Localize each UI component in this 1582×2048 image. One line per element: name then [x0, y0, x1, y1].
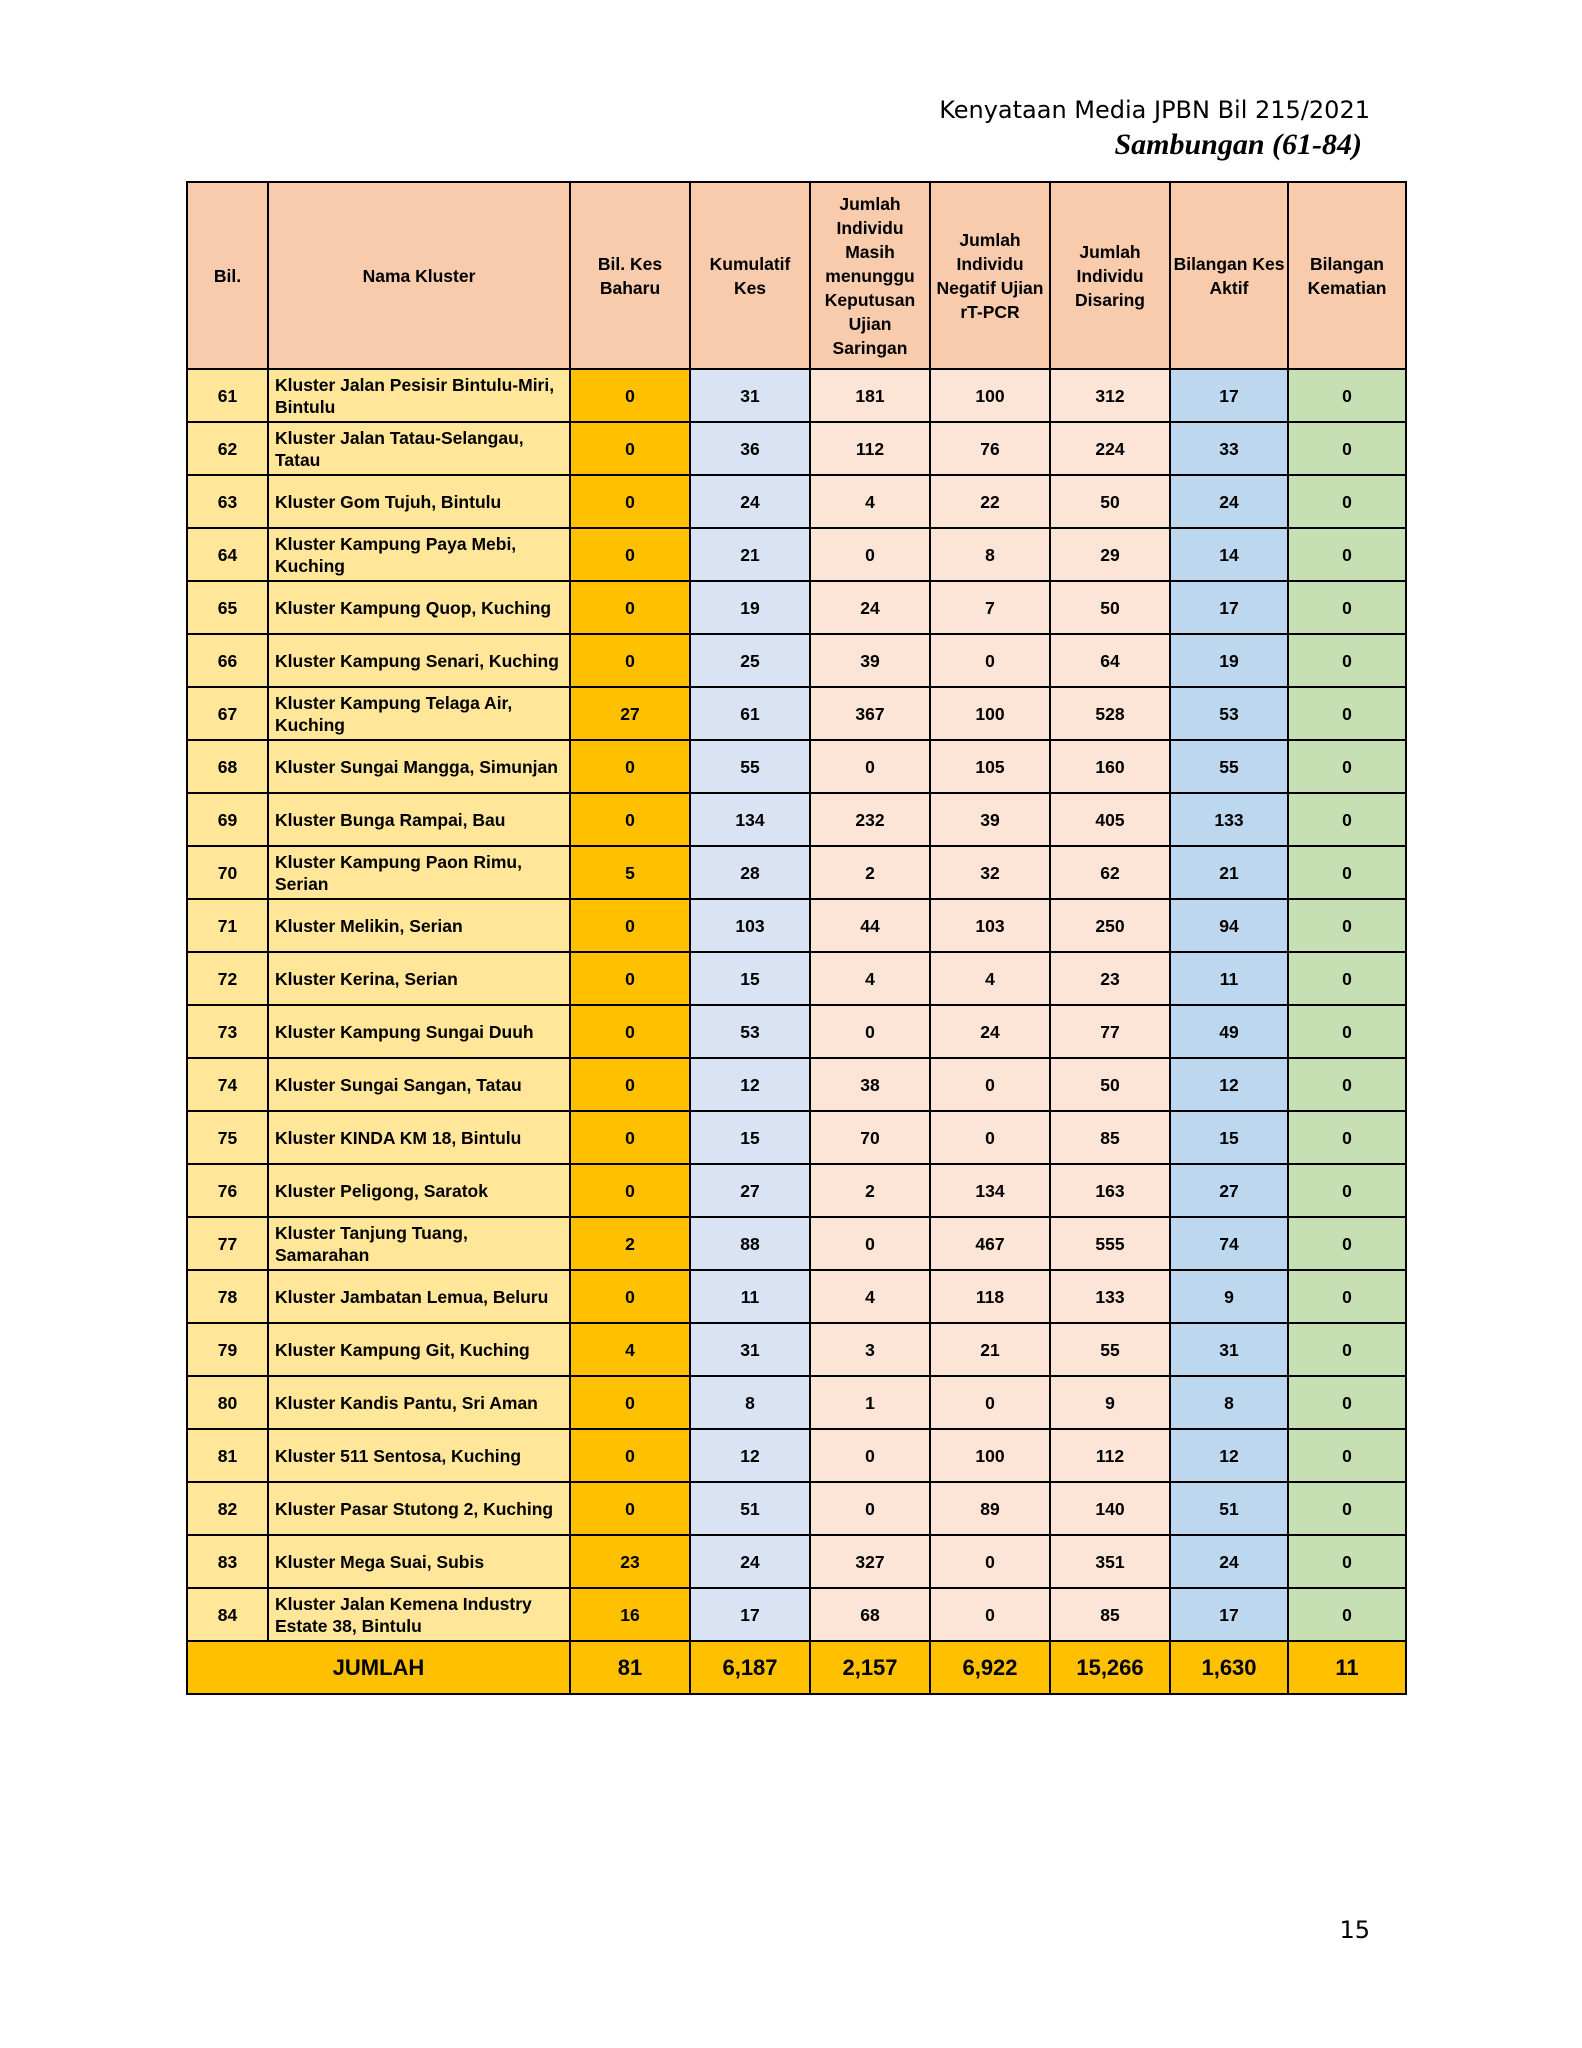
cell-bil: 74 [187, 1058, 268, 1111]
table-row [187, 1217, 1406, 1270]
cell-kes-aktif: 24 [1170, 1535, 1288, 1588]
cell-disaring: 77 [1050, 1005, 1170, 1058]
cell-negatif: 0 [930, 1058, 1050, 1111]
cell-masih-menunggu: 70 [810, 1111, 930, 1164]
cell-disaring: 555 [1050, 1217, 1170, 1270]
total-kematian: 11 [1288, 1641, 1406, 1694]
cell-nama-kluster: Kluster Jalan Tatau-Selangau, Tatau [268, 422, 570, 475]
cell-nama-kluster: Kluster Kandis Pantu, Sri Aman [268, 1376, 570, 1429]
cell-kes-baharu: 23 [570, 1535, 690, 1588]
cell-negatif: 0 [930, 634, 1050, 687]
cell-disaring: 50 [1050, 581, 1170, 634]
table-row [187, 1376, 1406, 1429]
total-kumulatif-kes: 6,187 [690, 1641, 810, 1694]
cell-disaring: 163 [1050, 1164, 1170, 1217]
cell-masih-menunggu: 0 [810, 528, 930, 581]
cell-kematian: 0 [1288, 1535, 1406, 1588]
cell-kes-baharu: 0 [570, 1270, 690, 1323]
cell-kes-baharu: 0 [570, 1482, 690, 1535]
column-header-bil: Bil. [187, 182, 268, 369]
cell-disaring: 85 [1050, 1588, 1170, 1641]
cell-kes-aktif: 8 [1170, 1376, 1288, 1429]
cell-disaring: 23 [1050, 952, 1170, 1005]
table-row [187, 1164, 1406, 1217]
cell-bil: 71 [187, 899, 268, 952]
total-negatif: 6,922 [930, 1641, 1050, 1694]
column-header-disaring: Jumlah Individu Disaring [1050, 182, 1170, 369]
cell-bil: 61 [187, 369, 268, 422]
cell-masih-menunggu: 24 [810, 581, 930, 634]
cell-disaring: 405 [1050, 793, 1170, 846]
cell-negatif: 100 [930, 369, 1050, 422]
cell-kes-baharu: 0 [570, 1376, 690, 1429]
table-row [187, 1588, 1406, 1641]
cell-disaring: 85 [1050, 1111, 1170, 1164]
cell-bil: 79 [187, 1323, 268, 1376]
cell-nama-kluster: Kluster Jalan Pesisir Bintulu-Miri, Bintulu [268, 369, 570, 422]
cell-bil: 72 [187, 952, 268, 1005]
cell-negatif: 0 [930, 1588, 1050, 1641]
cell-disaring: 312 [1050, 369, 1170, 422]
cell-kes-aktif: 12 [1170, 1058, 1288, 1111]
cell-masih-menunggu: 38 [810, 1058, 930, 1111]
cell-bil: 62 [187, 422, 268, 475]
cell-masih-menunggu: 44 [810, 899, 930, 952]
cell-disaring: 112 [1050, 1429, 1170, 1482]
cell-kumulatif-kes: 55 [690, 740, 810, 793]
cluster-table [186, 181, 1407, 1695]
cell-kes-baharu: 0 [570, 581, 690, 634]
cell-negatif: 89 [930, 1482, 1050, 1535]
cell-bil: 80 [187, 1376, 268, 1429]
cell-kes-baharu: 0 [570, 475, 690, 528]
cell-nama-kluster: Kluster Peligong, Saratok [268, 1164, 570, 1217]
cell-kes-aktif: 31 [1170, 1323, 1288, 1376]
cell-kematian: 0 [1288, 634, 1406, 687]
cell-negatif: 4 [930, 952, 1050, 1005]
table-row [187, 846, 1406, 899]
table-row [187, 1323, 1406, 1376]
cell-negatif: 21 [930, 1323, 1050, 1376]
cell-masih-menunggu: 112 [810, 422, 930, 475]
cell-kematian: 0 [1288, 422, 1406, 475]
cell-masih-menunggu: 0 [810, 1482, 930, 1535]
cell-kes-aktif: 21 [1170, 846, 1288, 899]
cell-kes-aktif: 53 [1170, 687, 1288, 740]
cell-kematian: 0 [1288, 952, 1406, 1005]
cell-negatif: 134 [930, 1164, 1050, 1217]
cell-disaring: 224 [1050, 422, 1170, 475]
cell-kes-baharu: 0 [570, 1058, 690, 1111]
total-kes-aktif: 1,630 [1170, 1641, 1288, 1694]
column-header-negatif: Jumlah Individu Negatif Ujian rT-PCR [930, 182, 1050, 369]
cell-bil: 66 [187, 634, 268, 687]
cell-bil: 69 [187, 793, 268, 846]
cell-kes-baharu: 0 [570, 740, 690, 793]
cell-nama-kluster: Kluster Bunga Rampai, Bau [268, 793, 570, 846]
cell-kumulatif-kes: 21 [690, 528, 810, 581]
cell-negatif: 103 [930, 899, 1050, 952]
cell-kes-aktif: 17 [1170, 369, 1288, 422]
table-body [187, 369, 1406, 1641]
cell-kematian: 0 [1288, 899, 1406, 952]
cell-bil: 75 [187, 1111, 268, 1164]
cell-kes-baharu: 0 [570, 1111, 690, 1164]
cell-kes-aktif: 14 [1170, 528, 1288, 581]
cell-nama-kluster: Kluster Kampung Quop, Kuching [268, 581, 570, 634]
cell-nama-kluster: Kluster Kampung Paya Mebi, Kuching [268, 528, 570, 581]
cell-kumulatif-kes: 36 [690, 422, 810, 475]
page-number: 15 [1339, 1916, 1370, 1944]
cell-kematian: 0 [1288, 1164, 1406, 1217]
cell-nama-kluster: Kluster Kerina, Serian [268, 952, 570, 1005]
table-row [187, 1058, 1406, 1111]
cell-negatif: 76 [930, 422, 1050, 475]
cell-kes-baharu: 27 [570, 687, 690, 740]
cell-disaring: 55 [1050, 1323, 1170, 1376]
cell-bil: 84 [187, 1588, 268, 1641]
cell-kumulatif-kes: 19 [690, 581, 810, 634]
cell-negatif: 100 [930, 1429, 1050, 1482]
cell-masih-menunggu: 0 [810, 1429, 930, 1482]
cell-kematian: 0 [1288, 1376, 1406, 1429]
cell-masih-menunggu: 4 [810, 952, 930, 1005]
cell-kematian: 0 [1288, 369, 1406, 422]
cell-kes-aktif: 49 [1170, 1005, 1288, 1058]
cell-nama-kluster: Kluster Sungai Sangan, Tatau [268, 1058, 570, 1111]
cell-masih-menunggu: 4 [810, 475, 930, 528]
cell-kematian: 0 [1288, 1111, 1406, 1164]
cell-masih-menunggu: 327 [810, 1535, 930, 1588]
cell-disaring: 64 [1050, 634, 1170, 687]
cell-masih-menunggu: 0 [810, 1005, 930, 1058]
cell-bil: 67 [187, 687, 268, 740]
cell-disaring: 250 [1050, 899, 1170, 952]
cell-kumulatif-kes: 12 [690, 1058, 810, 1111]
cell-kematian: 0 [1288, 1482, 1406, 1535]
cell-masih-menunggu: 0 [810, 740, 930, 793]
cell-kumulatif-kes: 28 [690, 846, 810, 899]
cell-kematian: 0 [1288, 687, 1406, 740]
table-row [187, 1005, 1406, 1058]
cell-kumulatif-kes: 31 [690, 369, 810, 422]
cell-kematian: 0 [1288, 1270, 1406, 1323]
cell-kumulatif-kes: 53 [690, 1005, 810, 1058]
cell-negatif: 118 [930, 1270, 1050, 1323]
cell-nama-kluster: Kluster Kampung Senari, Kuching [268, 634, 570, 687]
cell-negatif: 467 [930, 1217, 1050, 1270]
cell-negatif: 24 [930, 1005, 1050, 1058]
cell-bil: 70 [187, 846, 268, 899]
cell-nama-kluster: Kluster Melikin, Serian [268, 899, 570, 952]
cell-kumulatif-kes: 15 [690, 1111, 810, 1164]
cell-kumulatif-kes: 134 [690, 793, 810, 846]
cell-kes-baharu: 0 [570, 899, 690, 952]
cell-kematian: 0 [1288, 1588, 1406, 1641]
section-subtitle: Sambungan (61-84) [1114, 128, 1362, 161]
cell-kumulatif-kes: 15 [690, 952, 810, 1005]
cell-kes-baharu: 16 [570, 1588, 690, 1641]
cell-kumulatif-kes: 24 [690, 1535, 810, 1588]
cell-disaring: 133 [1050, 1270, 1170, 1323]
cell-kes-aktif: 19 [1170, 634, 1288, 687]
table-row [187, 952, 1406, 1005]
cell-kes-aktif: 9 [1170, 1270, 1288, 1323]
cell-bil: 77 [187, 1217, 268, 1270]
cell-kumulatif-kes: 8 [690, 1376, 810, 1429]
cell-kes-baharu: 0 [570, 528, 690, 581]
total-label: JUMLAH [187, 1641, 570, 1694]
cell-kumulatif-kes: 51 [690, 1482, 810, 1535]
cell-kes-aktif: 94 [1170, 899, 1288, 952]
cell-bil: 82 [187, 1482, 268, 1535]
cell-kumulatif-kes: 24 [690, 475, 810, 528]
table-row [187, 1429, 1406, 1482]
cell-nama-kluster: Kluster Mega Suai, Subis [268, 1535, 570, 1588]
cell-kes-aktif: 133 [1170, 793, 1288, 846]
cell-bil: 68 [187, 740, 268, 793]
cell-disaring: 9 [1050, 1376, 1170, 1429]
cell-kes-baharu: 0 [570, 634, 690, 687]
cell-bil: 83 [187, 1535, 268, 1588]
cell-disaring: 50 [1050, 475, 1170, 528]
cell-masih-menunggu: 181 [810, 369, 930, 422]
cell-nama-kluster: Kluster Pasar Stutong 2, Kuching [268, 1482, 570, 1535]
cell-kes-aktif: 17 [1170, 581, 1288, 634]
cell-nama-kluster: Kluster Tanjung Tuang, Samarahan [268, 1217, 570, 1270]
cell-kes-baharu: 0 [570, 422, 690, 475]
table-row [187, 1535, 1406, 1588]
cell-negatif: 0 [930, 1111, 1050, 1164]
table-header-row [187, 182, 1406, 369]
cell-kematian: 0 [1288, 1323, 1406, 1376]
cell-disaring: 29 [1050, 528, 1170, 581]
cell-masih-menunggu: 68 [810, 1588, 930, 1641]
table-row [187, 899, 1406, 952]
cell-negatif: 8 [930, 528, 1050, 581]
table-row [187, 687, 1406, 740]
total-row [187, 1641, 1406, 1694]
cell-disaring: 140 [1050, 1482, 1170, 1535]
table-row [187, 1482, 1406, 1535]
table-row [187, 1111, 1406, 1164]
cell-bil: 81 [187, 1429, 268, 1482]
cell-disaring: 62 [1050, 846, 1170, 899]
cell-kumulatif-kes: 17 [690, 1588, 810, 1641]
cell-nama-kluster: Kluster Kampung Git, Kuching [268, 1323, 570, 1376]
column-header-nama-kluster: Nama Kluster [268, 182, 570, 369]
cell-kes-aktif: 27 [1170, 1164, 1288, 1217]
cell-nama-kluster: Kluster Kampung Telaga Air, Kuching [268, 687, 570, 740]
cell-nama-kluster: Kluster Sungai Mangga, Simunjan [268, 740, 570, 793]
cell-bil: 73 [187, 1005, 268, 1058]
cell-nama-kluster: Kluster KINDA KM 18, Bintulu [268, 1111, 570, 1164]
document-reference: Kenyataan Media JPBN Bil 215/2021 [939, 96, 1370, 124]
cell-masih-menunggu: 367 [810, 687, 930, 740]
cell-bil: 64 [187, 528, 268, 581]
cell-kes-aktif: 24 [1170, 475, 1288, 528]
table-row [187, 475, 1406, 528]
cell-masih-menunggu: 4 [810, 1270, 930, 1323]
cell-kumulatif-kes: 103 [690, 899, 810, 952]
cell-negatif: 0 [930, 1376, 1050, 1429]
cell-kumulatif-kes: 61 [690, 687, 810, 740]
column-header-kumulatif-kes: Kumulatif Kes [690, 182, 810, 369]
cell-kes-aktif: 17 [1170, 1588, 1288, 1641]
cell-bil: 76 [187, 1164, 268, 1217]
table-row [187, 1270, 1406, 1323]
cell-kumulatif-kes: 31 [690, 1323, 810, 1376]
cell-kes-baharu: 0 [570, 952, 690, 1005]
cell-kes-baharu: 0 [570, 1005, 690, 1058]
cell-kes-aktif: 55 [1170, 740, 1288, 793]
cell-kematian: 0 [1288, 1217, 1406, 1270]
cell-negatif: 22 [930, 475, 1050, 528]
column-header-kes-aktif: Bilangan Kes Aktif [1170, 182, 1288, 369]
cell-kematian: 0 [1288, 846, 1406, 899]
cell-disaring: 351 [1050, 1535, 1170, 1588]
table-row [187, 528, 1406, 581]
cell-bil: 63 [187, 475, 268, 528]
cell-disaring: 528 [1050, 687, 1170, 740]
cell-kematian: 0 [1288, 528, 1406, 581]
cell-masih-menunggu: 1 [810, 1376, 930, 1429]
cell-negatif: 105 [930, 740, 1050, 793]
cell-kematian: 0 [1288, 1429, 1406, 1482]
cell-kes-baharu: 0 [570, 1164, 690, 1217]
cell-kes-aktif: 15 [1170, 1111, 1288, 1164]
cell-kumulatif-kes: 88 [690, 1217, 810, 1270]
cell-kes-baharu: 4 [570, 1323, 690, 1376]
cell-kes-baharu: 5 [570, 846, 690, 899]
table-row [187, 634, 1406, 687]
cell-nama-kluster: Kluster Kampung Sungai Duuh [268, 1005, 570, 1058]
cell-kes-baharu: 0 [570, 369, 690, 422]
table-row [187, 581, 1406, 634]
table-row [187, 422, 1406, 475]
cell-negatif: 100 [930, 687, 1050, 740]
cell-kematian: 0 [1288, 1005, 1406, 1058]
cell-nama-kluster: Kluster Jambatan Lemua, Beluru [268, 1270, 570, 1323]
cell-masih-menunggu: 0 [810, 1217, 930, 1270]
cell-masih-menunggu: 39 [810, 634, 930, 687]
cell-bil: 65 [187, 581, 268, 634]
cell-kematian: 0 [1288, 793, 1406, 846]
cell-nama-kluster: Kluster 511 Sentosa, Kuching [268, 1429, 570, 1482]
cell-negatif: 32 [930, 846, 1050, 899]
table-row [187, 369, 1406, 422]
cell-kes-aktif: 11 [1170, 952, 1288, 1005]
column-header-masih-menunggu: Jumlah Individu Masih menunggu Keputusan Ujian Saringan [810, 182, 930, 369]
cell-kes-aktif: 33 [1170, 422, 1288, 475]
total-masih-menunggu: 2,157 [810, 1641, 930, 1694]
cell-kumulatif-kes: 25 [690, 634, 810, 687]
cell-bil: 78 [187, 1270, 268, 1323]
cell-kematian: 0 [1288, 740, 1406, 793]
cell-kes-baharu: 2 [570, 1217, 690, 1270]
cell-kes-aktif: 12 [1170, 1429, 1288, 1482]
cell-kematian: 0 [1288, 581, 1406, 634]
total-disaring: 15,266 [1050, 1641, 1170, 1694]
cell-nama-kluster: Kluster Gom Tujuh, Bintulu [268, 475, 570, 528]
cell-negatif: 0 [930, 1535, 1050, 1588]
table-row [187, 740, 1406, 793]
cell-kes-baharu: 0 [570, 1429, 690, 1482]
total-kes-baharu: 81 [570, 1641, 690, 1694]
cell-nama-kluster: Kluster Kampung Paon Rimu, Serian [268, 846, 570, 899]
cell-kumulatif-kes: 12 [690, 1429, 810, 1482]
cell-nama-kluster: Kluster Jalan Kemena Industry Estate 38, Bintulu [268, 1588, 570, 1641]
cell-disaring: 50 [1050, 1058, 1170, 1111]
cell-kes-aktif: 74 [1170, 1217, 1288, 1270]
cell-kematian: 0 [1288, 1058, 1406, 1111]
cell-kes-baharu: 0 [570, 793, 690, 846]
cell-masih-menunggu: 3 [810, 1323, 930, 1376]
cell-masih-menunggu: 232 [810, 793, 930, 846]
cell-masih-menunggu: 2 [810, 1164, 930, 1217]
column-header-kematian: Bilangan Kematian [1288, 182, 1406, 369]
cell-kumulatif-kes: 27 [690, 1164, 810, 1217]
cell-negatif: 7 [930, 581, 1050, 634]
cell-masih-menunggu: 2 [810, 846, 930, 899]
cell-disaring: 160 [1050, 740, 1170, 793]
cell-kematian: 0 [1288, 475, 1406, 528]
table-row [187, 793, 1406, 846]
cell-kumulatif-kes: 11 [690, 1270, 810, 1323]
cell-kes-aktif: 51 [1170, 1482, 1288, 1535]
column-header-kes-baharu: Bil. Kes Baharu [570, 182, 690, 369]
cell-negatif: 39 [930, 793, 1050, 846]
